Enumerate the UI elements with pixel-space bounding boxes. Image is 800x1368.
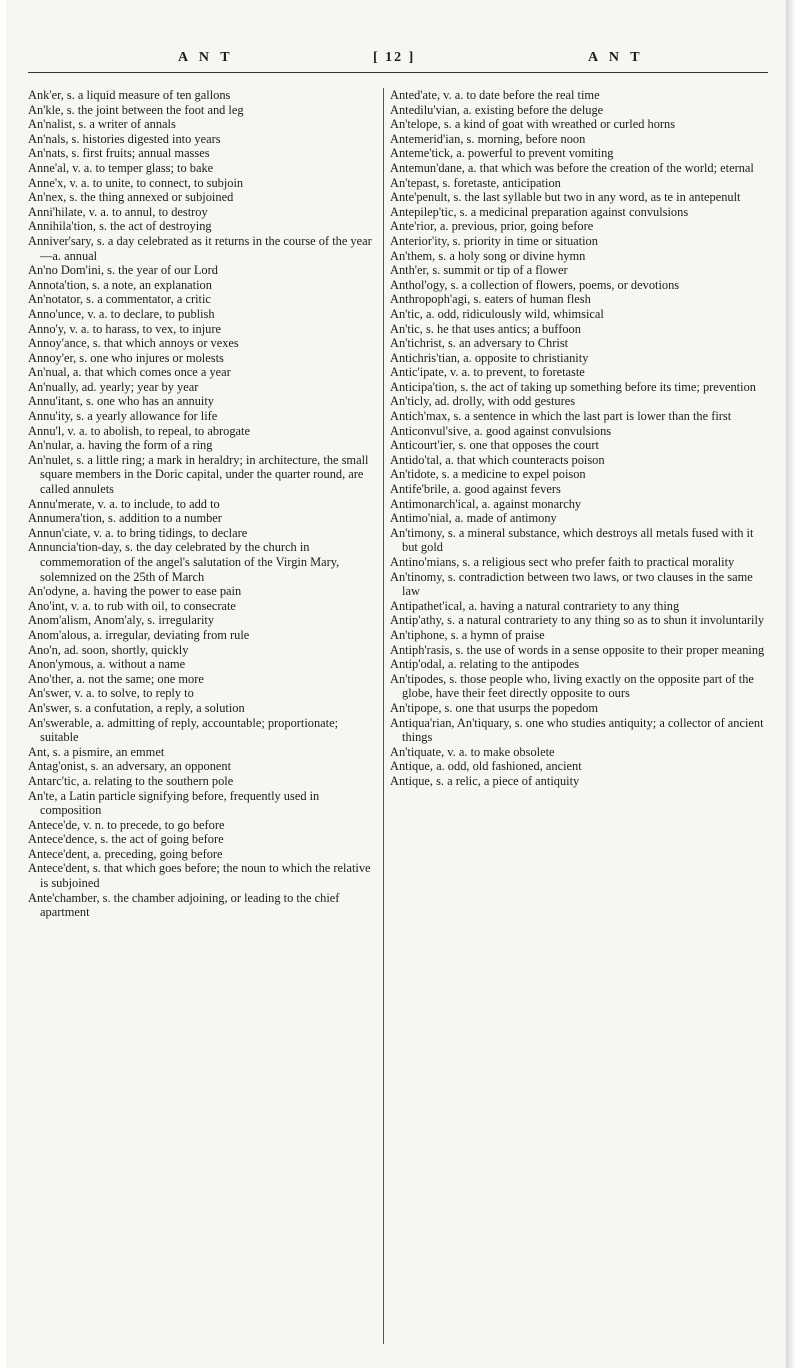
dictionary-entry: An'telope, s. a kind of goat with wreathed or curled horns <box>390 117 676 132</box>
dictionary-entry: Annoy'er, s. one who injures or molests <box>28 350 224 365</box>
dictionary-entry: Anom'alous, a. irregular, deviating from rule <box>28 627 250 642</box>
dictionary-entry: Anni'hilate, v. a. to annul, to destroy <box>28 204 208 219</box>
dictionary-entry: Antido'tal, a. that which counteracts poison <box>390 452 605 467</box>
dictionary-entry: Ano'int, v. a. to rub with oil, to consecrate <box>28 598 236 613</box>
dictionary-entry: Antimonarch'ical, a. against monarchy <box>390 496 582 511</box>
right-column <box>390 88 770 789</box>
dictionary-entry: Anon'ymous, a. without a name <box>28 657 186 672</box>
dictionary-entry: Antepilep'tic, s. a medicinal preparation against convulsions <box>390 204 689 219</box>
dictionary-entry: Anniver'sary, s. a day celebrated as it returns in the course of the year—a. annual <box>28 233 372 263</box>
dictionary-entry: Annun'ciate, v. a. to bring tidings, to declare <box>28 525 248 540</box>
dictionary-entry: Anticourt'ier, s. one that opposes the court <box>390 438 599 453</box>
dictionary-entry: Anth'er, s. summit or tip of a flower <box>390 263 568 278</box>
dictionary-entry: Anterior'ity, s. priority in time or situation <box>390 233 598 248</box>
header-left-guideword: A N T <box>178 50 234 65</box>
dictionary-entry: Antip'odal, a. relating to the antipodes <box>390 657 580 672</box>
dictionary-entry: An'tidote, s. a medicine to expel poison <box>390 467 586 482</box>
dictionary-entry: Ante'chamber, s. the chamber adjoining, or leading to the chief apartment <box>28 890 340 920</box>
dictionary-entry: An'tic, s. he that uses antics; a buffoon <box>390 321 581 336</box>
dictionary-entry: Anno'unce, v. a. to declare, to publish <box>28 306 215 321</box>
dictionary-entry: Antece'dence, s. the act of going before <box>28 832 224 847</box>
dictionary-entry: Anne'x, v. a. to unite, to connect, to subjoin <box>28 175 244 190</box>
dictionary-entry: Annota'tion, s. a note, an explanation <box>28 277 212 292</box>
dictionary-entry: An'swerable, a. admitting of reply, accountable; proportionate; suitable <box>28 715 339 745</box>
dictionary-entry: Anted'ate, v. a. to date before the real time <box>390 88 600 102</box>
dictionary-entry: Anticonvul'sive, a. good against convulsions <box>390 423 612 438</box>
dictionary-entry: An'tic, a. odd, ridiculously wild, whimsical <box>390 306 604 321</box>
dictionary-entry: Ano'ther, a. not the same; one more <box>28 671 204 686</box>
dictionary-entry: Anticipa'tion, s. the act of taking up something before its time; prevention <box>390 379 756 394</box>
dictionary-entry: Anne'al, v. a. to temper glass; to bake <box>28 160 214 175</box>
dictionary-entry: An'nular, a. having the form of a ring <box>28 438 213 453</box>
dictionary-entry: An'kle, s. the joint between the foot and leg <box>28 102 244 117</box>
dictionary-entry: An'odyne, a. having the power to ease pain <box>28 584 242 599</box>
dictionary-entry: An'nual, a. that which comes once a year <box>28 365 231 380</box>
dictionary-entry: Antip'athy, s. a natural contrariety to any thing so as to shun it involuntarily <box>390 613 765 628</box>
dictionary-entry: An'tipope, s. one that usurps the popedom <box>390 700 599 715</box>
dictionary-entry: Antichris'tian, a. opposite to christianity <box>390 350 589 365</box>
left-column <box>28 88 378 920</box>
dictionary-entry: Antique, s. a relic, a piece of antiquity <box>390 773 580 788</box>
dictionary-entry: An'nals, s. histories digested into years <box>28 131 221 146</box>
dictionary-entry: An'tichrist, s. an adversary to Christ <box>390 336 569 351</box>
dictionary-entry: Annu'merate, v. a. to include, to add to <box>28 496 220 511</box>
dictionary-entry: An'tiquate, v. a. to make obsolete <box>390 744 555 759</box>
dictionary-entry: Anno'y, v. a. to harass, to vex, to injure <box>28 321 221 336</box>
dictionary-entry: An'ticly, ad. drolly, with odd gestures <box>390 394 576 409</box>
dictionary-entry: Anthropoph'agi, s. eaters of human flesh <box>390 292 591 307</box>
dictionary-entry: Annihila'tion, s. the act of destroying <box>28 219 212 234</box>
dictionary-entry: An'no Dom'ini, s. the year of our Lord <box>28 263 218 278</box>
dictionary-entry: Antag'onist, s. an adversary, an opponent <box>28 759 232 774</box>
dictionary-page <box>6 0 788 1368</box>
running-header <box>28 50 768 72</box>
dictionary-entry: Antimo'nial, a. made of antimony <box>390 511 557 526</box>
dictionary-entry: An'timony, s. a mineral substance, which destroys all metals fused with it but gold <box>390 525 754 555</box>
dictionary-entry: An'te, a Latin particle signifying before, frequently used in composition <box>28 788 320 818</box>
dictionary-entry: Antino'mians, s. a religious sect who prefer faith to practical morality <box>390 555 735 569</box>
dictionary-entry: Ante'rior, a. previous, prior, going before <box>390 219 594 234</box>
dictionary-entry: An'them, s. a holy song or divine hymn <box>390 248 586 263</box>
column-divider <box>383 88 384 1344</box>
dictionary-entry: Antife'brile, a. good against fevers <box>390 482 561 497</box>
dictionary-entry: Ant, s. a pismire, an emmet <box>28 744 165 759</box>
dictionary-entry: Annu'l, v. a. to abolish, to repeal, to abrogate <box>28 423 250 438</box>
dictionary-entry: Annuncia'tion-day, s. the day celebrated by the church in commemoration of the angel's salutation of the Virgin Mary, solemnized on the 25th of March <box>28 540 340 584</box>
dictionary-entry: Antiph'rasis, s. the use of words in a sense opposite to their proper meaning <box>390 642 765 657</box>
dictionary-entry: Antemerid'ian, s. morning, before noon <box>390 131 586 146</box>
dictionary-entry: An'nats, s. first fruits; annual masses <box>28 146 210 161</box>
dictionary-entry: An'nalist, s. a writer of annals <box>28 117 176 132</box>
dictionary-entry: Annu'itant, s. one who has an annuity <box>28 394 214 409</box>
page-number: [ 12 ] <box>373 50 416 65</box>
dictionary-entry: Anom'alism, Anom'aly, s. irregularity <box>28 613 215 628</box>
dictionary-entry: Antece'de, v. n. to precede, to go before <box>28 817 225 832</box>
dictionary-entry: Ano'n, ad. soon, shortly, quickly <box>28 642 189 657</box>
dictionary-entry: Antarc'tic, a. relating to the southern pole <box>28 773 234 788</box>
dictionary-entry: Annumera'tion, s. addition to a number <box>28 511 222 526</box>
dictionary-entry: An'nex, s. the thing annexed or subjoined <box>28 190 234 205</box>
dictionary-entry: Ank'er, s. a liquid measure of ten gallons <box>28 88 231 102</box>
dictionary-entry: An'tipodes, s. those people who, living exactly on the opposite part of the globe, have their feet directly opposite to ours <box>390 671 754 701</box>
dictionary-entry: Antedilu'vian, a. existing before the deluge <box>390 102 604 117</box>
page-edge <box>786 0 796 1368</box>
dictionary-entry: An'swer, s. a confutation, a reply, a solution <box>28 700 245 715</box>
dictionary-entry: An'tiphone, s. a hymn of praise <box>390 627 545 642</box>
dictionary-entry: Antipathet'ical, a. having a natural contrariety to any thing <box>390 598 680 613</box>
header-right-guideword: A N T <box>588 50 644 65</box>
dictionary-entry: Antemun'dane, a. that which was before the creation of the world; eternal <box>390 160 754 175</box>
dictionary-entry: An'nually, ad. yearly; year by year <box>28 379 199 394</box>
dictionary-entry: Antiqua'rian, An'tiquary, s. one who studies antiquity; a collector of ancient things <box>390 715 764 745</box>
dictionary-entry: Antece'dent, a. preceding, going before <box>28 846 223 861</box>
dictionary-entry: An'nulet, s. a little ring; a mark in heraldry; in architecture, the small square members in the Doric capital, under the quarter round, are called annulets <box>28 452 369 497</box>
dictionary-entry: Annoy'ance, s. that which annoys or vexes <box>28 336 239 351</box>
dictionary-entry: An'tinomy, s. contradiction between two laws, or two clauses in the same law <box>390 569 753 599</box>
dictionary-entry: An'swer, v. a. to solve, to reply to <box>28 686 194 701</box>
dictionary-entry: Ante'penult, s. the last syllable but two in any word, as te in antepenult <box>390 190 741 205</box>
dictionary-entry: Anteme'tick, a. powerful to prevent vomiting <box>390 146 614 161</box>
dictionary-entry: Antich'max, s. a sentence in which the last part is lower than the first <box>390 409 732 424</box>
header-rule <box>28 72 768 73</box>
dictionary-entry: Anthol'ogy, s. a collection of flowers, poems, or devotions <box>390 277 680 292</box>
dictionary-entry: Antece'dent, s. that which goes before; the noun to which the relative is subjoined <box>28 861 371 891</box>
dictionary-entry: Antic'ipate, v. a. to prevent, to foretaste <box>390 365 585 380</box>
dictionary-entry: An'notator, s. a commentator, a critic <box>28 292 211 307</box>
dictionary-entry: Antique, a. odd, old fashioned, ancient <box>390 759 582 774</box>
dictionary-entry: An'tepast, s. foretaste, anticipation <box>390 175 561 190</box>
dictionary-entry: Annu'ity, s. a yearly allowance for life <box>28 409 218 424</box>
